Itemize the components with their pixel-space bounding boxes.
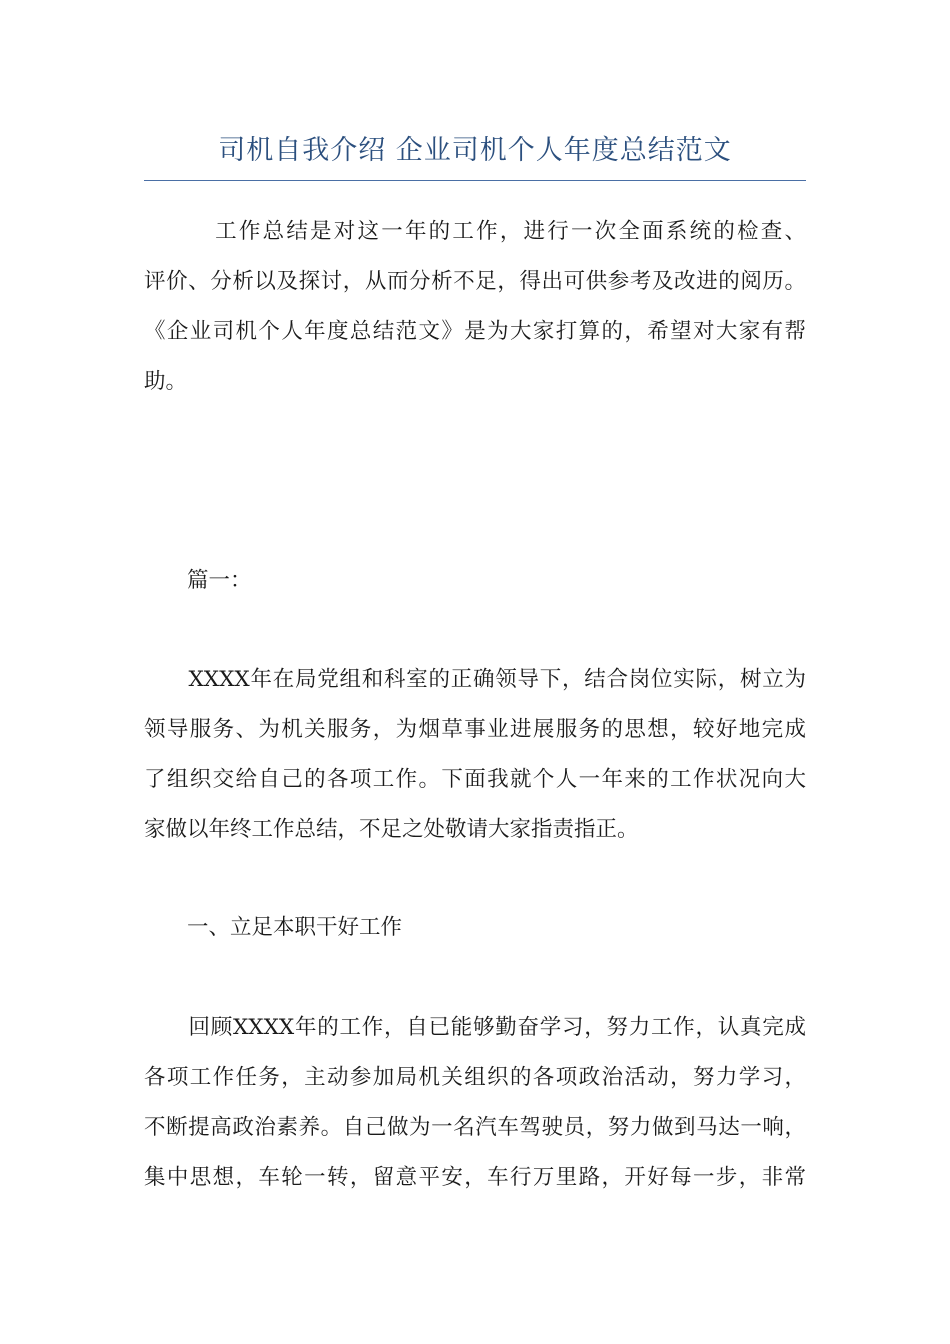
intro-line: 工作总结是对这一年的工作，进行一次全面系统的检查、 bbox=[144, 219, 806, 244]
paragraph-2 bbox=[144, 1003, 806, 1203]
paragraph-line: 回顾XXXX年的工作，自已能够勤奋学习，努力工作，认真完成 bbox=[144, 1015, 806, 1040]
paragraph-line: 各项工作任务，主动参加局机关组织的各项政治活动，努力学习， bbox=[144, 1065, 806, 1090]
intro-line: 评价、分析以及探讨，从而分析不足，得出可供参考及改进的阅历。 bbox=[144, 269, 806, 294]
intro-line: 助。 bbox=[144, 369, 188, 394]
heading-1 bbox=[144, 903, 806, 953]
paragraph-1 bbox=[144, 655, 806, 855]
paragraph-line: XXXX年在局党组和科室的正确领导下，结合岗位实际，树立为 bbox=[144, 667, 806, 692]
paragraph-line: 集中思想，车轮一转，留意平安，车行万里路，开好每一步，非常 bbox=[144, 1165, 806, 1190]
section-label bbox=[144, 556, 806, 606]
paragraph-line: 了组织交给自己的各项工作。下面我就个人一年来的工作状况向大 bbox=[144, 767, 806, 792]
intro-paragraph bbox=[144, 207, 806, 407]
section-label-text: 篇一： bbox=[144, 568, 252, 593]
paragraph-line: 不断提高政治素养。自己做为一名汽车驾驶员，努力做到马达一响， bbox=[144, 1115, 806, 1140]
intro-line: 《企业司机个人年度总结范文》是为大家打算的，希望对大家有帮 bbox=[144, 319, 806, 344]
paragraph-line: 家做以年终工作总结，不足之处敬请大家指责指正。 bbox=[144, 817, 639, 842]
paragraph-line: 领导服务、为机关服务，为烟草事业进展服务的思想，较好地完成 bbox=[144, 717, 806, 742]
document-title: 司机自我介绍 企业司机个人年度总结范文 bbox=[218, 135, 732, 166]
title-underline bbox=[144, 180, 806, 181]
heading-text: 一、立足本职干好工作 bbox=[144, 915, 403, 940]
